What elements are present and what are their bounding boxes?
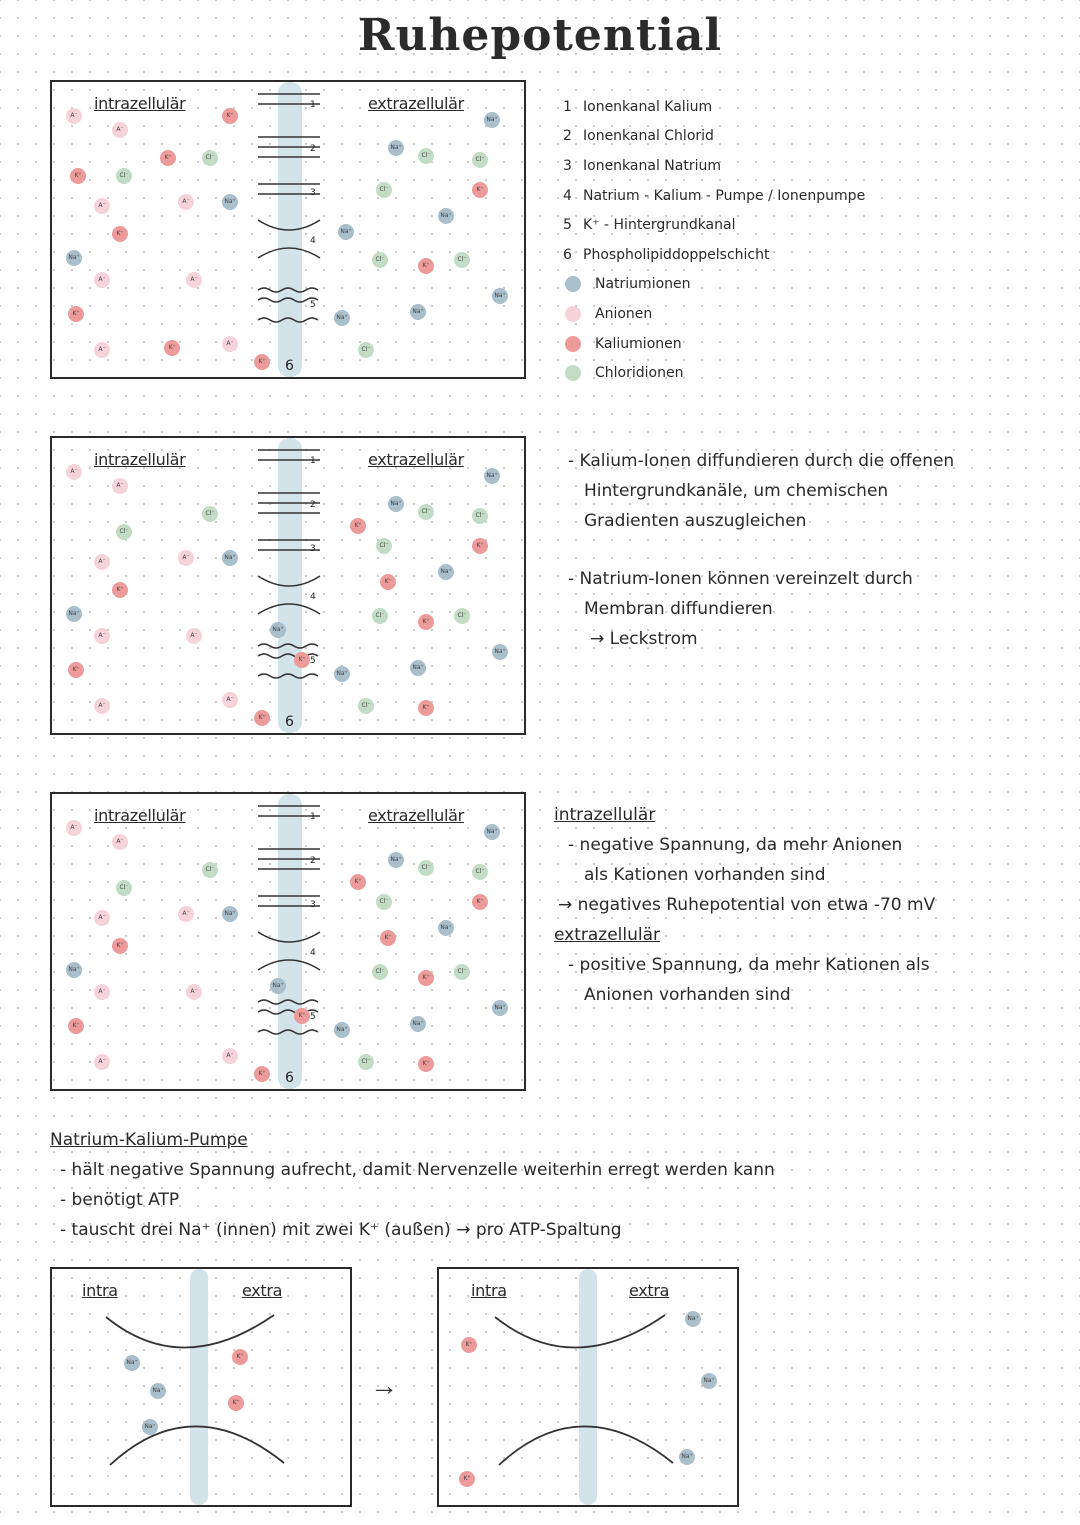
diagram-resting-3 [50, 792, 526, 1091]
anion: A⁻ [94, 910, 110, 926]
intra-label: intra [82, 1281, 118, 1300]
natrium-ion: Na⁺ [142, 1419, 158, 1435]
extra-label: extrazellulär [368, 94, 464, 113]
anion: A⁻ [94, 272, 110, 288]
note-line: Hintergrundkanäle, um chemischen [584, 481, 889, 501]
intra-label: intrazellulär [94, 94, 186, 113]
extra-label: extrazellulär [368, 450, 464, 469]
channel-number: 1 [310, 100, 316, 110]
legend-color-item [563, 329, 983, 359]
legend-text: Chloridionen [595, 365, 684, 382]
natrium-ion: Na⁺ [679, 1449, 695, 1465]
note-line: als Kationen vorhanden sind [584, 865, 826, 885]
chlorid-ion: Cl⁻ [472, 864, 488, 880]
natrium-ion: Na⁺ [410, 1016, 426, 1032]
chlorid-ion: Cl⁻ [116, 524, 132, 540]
legend-number: 1 [563, 98, 572, 115]
anion: A⁻ [178, 550, 194, 566]
legend-item [563, 92, 983, 122]
note-line: - Kalium-Ionen diffundieren durch die offenen [568, 451, 955, 471]
pump-line: - benötigt ATP [60, 1190, 180, 1210]
pump-heading: Natrium-Kalium-Pumpe [50, 1130, 248, 1150]
anion: A⁻ [66, 820, 82, 836]
kalium-ion: K⁺ [112, 226, 128, 242]
anion: A⁻ [94, 554, 110, 570]
note-line: - positive Spannung, da mehr Kationen als [568, 955, 930, 975]
layer-number: 6 [285, 714, 294, 730]
natrium-ion: Na⁺ [484, 824, 500, 840]
anion: A⁻ [94, 984, 110, 1000]
kalium-ion: K⁺ [160, 150, 176, 166]
channel-number: 4 [310, 236, 316, 246]
chlorid-ion: Cl⁻ [116, 168, 132, 184]
kalium-ion: K⁺ [294, 652, 310, 668]
natrium-ion: Na⁺ [338, 224, 354, 240]
note-heading: intrazellulär [554, 805, 656, 825]
chlorid-ion: Cl⁻ [472, 152, 488, 168]
kalium-swatch [565, 336, 581, 352]
kalium-ion: K⁺ [459, 1471, 475, 1487]
channel-number: 5 [310, 656, 316, 666]
natrium-ion: Na⁺ [334, 1022, 350, 1038]
natrium-ion: Na⁺ [66, 962, 82, 978]
anion-swatch [565, 306, 581, 322]
pump-line: - tauscht drei Na⁺ (innen) mit zwei K⁺ (außen) → pro ATP-Spaltung [60, 1220, 622, 1240]
note-diffusion [568, 446, 1068, 654]
natrium-ion: Na⁺ [388, 140, 404, 156]
channel-number: 5 [310, 1012, 316, 1022]
legend-color-item [563, 299, 983, 329]
natrium-ion: Na⁺ [270, 978, 286, 994]
channel-number: 2 [310, 144, 316, 154]
note-line: → negatives Ruhepotential von etwa -70 mV [558, 895, 936, 915]
natrium-ion: Na⁺ [150, 1383, 166, 1399]
kalium-ion: K⁺ [254, 354, 270, 370]
chlorid-ion: Cl⁻ [358, 698, 374, 714]
anion: A⁻ [186, 272, 202, 288]
legend-text: Ionenkanal Chlorid [583, 128, 714, 145]
pump-drawing [52, 1269, 350, 1505]
anion: A⁻ [66, 108, 82, 124]
natrium-ion: Na⁺ [685, 1311, 701, 1327]
layer-number: 6 [285, 1070, 294, 1086]
note-line: Gradienten auszugleichen [584, 511, 807, 531]
note-line: → Leckstrom [590, 629, 698, 649]
chlorid-ion: Cl⁻ [376, 894, 392, 910]
kalium-ion: K⁺ [294, 1008, 310, 1024]
legend [563, 92, 983, 388]
anion: A⁻ [178, 906, 194, 922]
legend-number: 4 [563, 187, 572, 204]
kalium-ion: K⁺ [112, 582, 128, 598]
anion: A⁻ [186, 628, 202, 644]
chlorid-ion: Cl⁻ [454, 252, 470, 268]
natrium-ion: Na⁺ [222, 194, 238, 210]
natrium-swatch [565, 276, 581, 292]
natrium-ion: Na⁺ [66, 606, 82, 622]
kalium-ion: K⁺ [68, 1018, 84, 1034]
pump-drawing [439, 1269, 737, 1505]
pump-line: - hält negative Spannung aufrecht, damit Nervenzelle weiterhin erregt werden kann [60, 1160, 775, 1180]
chlorid-ion: Cl⁻ [454, 608, 470, 624]
legend-text: Natrium - Kalium - Pumpe / Ionenpumpe [583, 187, 866, 204]
intra-label: intrazellulär [94, 450, 186, 469]
natrium-ion: Na⁺ [484, 112, 500, 128]
chlorid-ion: Cl⁻ [202, 862, 218, 878]
anion: A⁻ [94, 698, 110, 714]
channel-number: 5 [310, 300, 316, 310]
intra-label: intrazellulär [94, 806, 186, 825]
kalium-ion: K⁺ [68, 662, 84, 678]
natrium-ion: Na⁺ [438, 564, 454, 580]
legend-color-item [563, 270, 983, 300]
kalium-ion: K⁺ [472, 894, 488, 910]
kalium-ion: K⁺ [232, 1349, 248, 1365]
anion: A⁻ [222, 336, 238, 352]
chlorid-ion: Cl⁻ [454, 964, 470, 980]
natrium-ion: Na⁺ [701, 1373, 717, 1389]
natrium-ion: Na⁺ [66, 250, 82, 266]
natrium-ion: Na⁺ [438, 208, 454, 224]
layer-number: 6 [285, 358, 294, 374]
note-line: Membran diffundieren [584, 599, 773, 619]
chlorid-ion: Cl⁻ [202, 150, 218, 166]
channel-number: 3 [310, 900, 316, 910]
anion: A⁻ [186, 984, 202, 1000]
anion: A⁻ [112, 478, 128, 494]
legend-text: Natriumionen [595, 276, 691, 293]
chlorid-ion: Cl⁻ [358, 1054, 374, 1070]
note-line: Anionen vorhanden sind [584, 985, 791, 1005]
chlorid-ion: Cl⁻ [358, 342, 374, 358]
extra-label: extrazellulär [368, 806, 464, 825]
channel-number: 3 [310, 188, 316, 198]
chlorid-ion: Cl⁻ [418, 148, 434, 164]
anion: A⁻ [94, 198, 110, 214]
legend-text: K⁺ - Hintergrundkanal [583, 217, 736, 234]
natrium-ion: Na⁺ [222, 906, 238, 922]
kalium-ion: K⁺ [380, 930, 396, 946]
note-line: - negative Spannung, da mehr Anionen [568, 835, 903, 855]
kalium-ion: K⁺ [418, 970, 434, 986]
legend-number: 3 [563, 157, 572, 174]
intra-label: intra [471, 1281, 507, 1300]
extra-label: extra [629, 1281, 670, 1300]
kalium-ion: K⁺ [350, 874, 366, 890]
chlorid-ion: Cl⁻ [418, 504, 434, 520]
anion: A⁻ [222, 692, 238, 708]
anion: A⁻ [112, 834, 128, 850]
pump-diagram-after [437, 1267, 739, 1507]
kalium-ion: K⁺ [228, 1395, 244, 1411]
chlorid-ion: Cl⁻ [376, 182, 392, 198]
arrow-icon: → [370, 1370, 398, 1401]
natrium-ion: Na⁺ [438, 920, 454, 936]
legend-number: 6 [563, 246, 572, 263]
chlorid-ion: Cl⁻ [372, 252, 388, 268]
legend-text: Kaliumionen [595, 335, 682, 352]
natrium-ion: Na⁺ [410, 660, 426, 676]
channel-number: 1 [310, 812, 316, 822]
natrium-ion: Na⁺ [222, 550, 238, 566]
legend-number: 2 [563, 128, 572, 145]
kalium-ion: K⁺ [418, 614, 434, 630]
natrium-ion: Na⁺ [492, 1000, 508, 1016]
kalium-ion: K⁺ [472, 538, 488, 554]
legend-item [563, 151, 983, 181]
kalium-ion: K⁺ [461, 1337, 477, 1353]
anion: A⁻ [94, 1054, 110, 1070]
chlorid-ion: Cl⁻ [202, 506, 218, 522]
chlorid-ion: Cl⁻ [372, 608, 388, 624]
legend-text: Ionenkanal Kalium [583, 98, 713, 115]
legend-number: 5 [563, 217, 572, 234]
chlorid-ion: Cl⁻ [376, 538, 392, 554]
kalium-ion: K⁺ [254, 1066, 270, 1082]
diagram-resting-2 [50, 436, 526, 735]
anion: A⁻ [178, 194, 194, 210]
anion: A⁻ [112, 122, 128, 138]
channel-number: 3 [310, 544, 316, 554]
natrium-ion: Na⁺ [410, 304, 426, 320]
anion: A⁻ [222, 1048, 238, 1064]
page-title: Ruhepotential [357, 10, 723, 61]
kalium-ion: K⁺ [418, 1056, 434, 1072]
legend-item [563, 122, 983, 152]
natrium-ion: Na⁺ [492, 644, 508, 660]
natrium-ion: Na⁺ [270, 622, 286, 638]
anion: A⁻ [94, 342, 110, 358]
legend-text: Ionenkanal Natrium [583, 157, 721, 174]
kalium-ion: K⁺ [68, 306, 84, 322]
kalium-ion: K⁺ [350, 518, 366, 534]
anion: A⁻ [94, 628, 110, 644]
kalium-ion: K⁺ [254, 710, 270, 726]
chlorid-ion: Cl⁻ [372, 964, 388, 980]
kalium-ion: K⁺ [380, 574, 396, 590]
chlorid-ion: Cl⁻ [472, 508, 488, 524]
channel-number: 2 [310, 856, 316, 866]
kalium-ion: K⁺ [70, 168, 86, 184]
natrium-ion: Na⁺ [388, 496, 404, 512]
legend-item [563, 210, 983, 240]
natrium-ion: Na⁺ [388, 852, 404, 868]
natrium-ion: Na⁺ [334, 666, 350, 682]
natrium-ion: Na⁺ [484, 468, 500, 484]
legend-text: Phospholipiddoppelschicht [583, 246, 770, 263]
natrium-ion: Na⁺ [124, 1355, 140, 1371]
extra-label: extra [242, 1281, 283, 1300]
kalium-ion: K⁺ [164, 340, 180, 356]
note-heading: extrazellulär [554, 925, 661, 945]
natrium-ion: Na⁺ [334, 310, 350, 326]
pump-diagram-before [50, 1267, 352, 1507]
anion: A⁻ [66, 464, 82, 480]
channel-number: 4 [310, 948, 316, 958]
chlorid-ion: Cl⁻ [116, 880, 132, 896]
note-line: - Natrium-Ionen können vereinzelt durch [568, 569, 913, 589]
kalium-ion: K⁺ [112, 938, 128, 954]
legend-item [563, 181, 983, 211]
legend-item [563, 240, 983, 270]
legend-color-item [563, 358, 983, 388]
kalium-ion: K⁺ [418, 700, 434, 716]
channel-number: 2 [310, 500, 316, 510]
pump-section [50, 1125, 1070, 1245]
diagram-resting-1 [50, 80, 526, 379]
kalium-ion: K⁺ [418, 258, 434, 274]
kalium-ion: K⁺ [472, 182, 488, 198]
channel-number: 1 [310, 456, 316, 466]
chlorid-ion: Cl⁻ [418, 860, 434, 876]
kalium-ion: K⁺ [222, 108, 238, 124]
channel-number: 4 [310, 592, 316, 602]
legend-text: Anionen [595, 305, 653, 322]
natrium-ion: Na⁺ [492, 288, 508, 304]
chlorid-swatch [565, 365, 581, 381]
note-potential [554, 800, 1064, 1010]
